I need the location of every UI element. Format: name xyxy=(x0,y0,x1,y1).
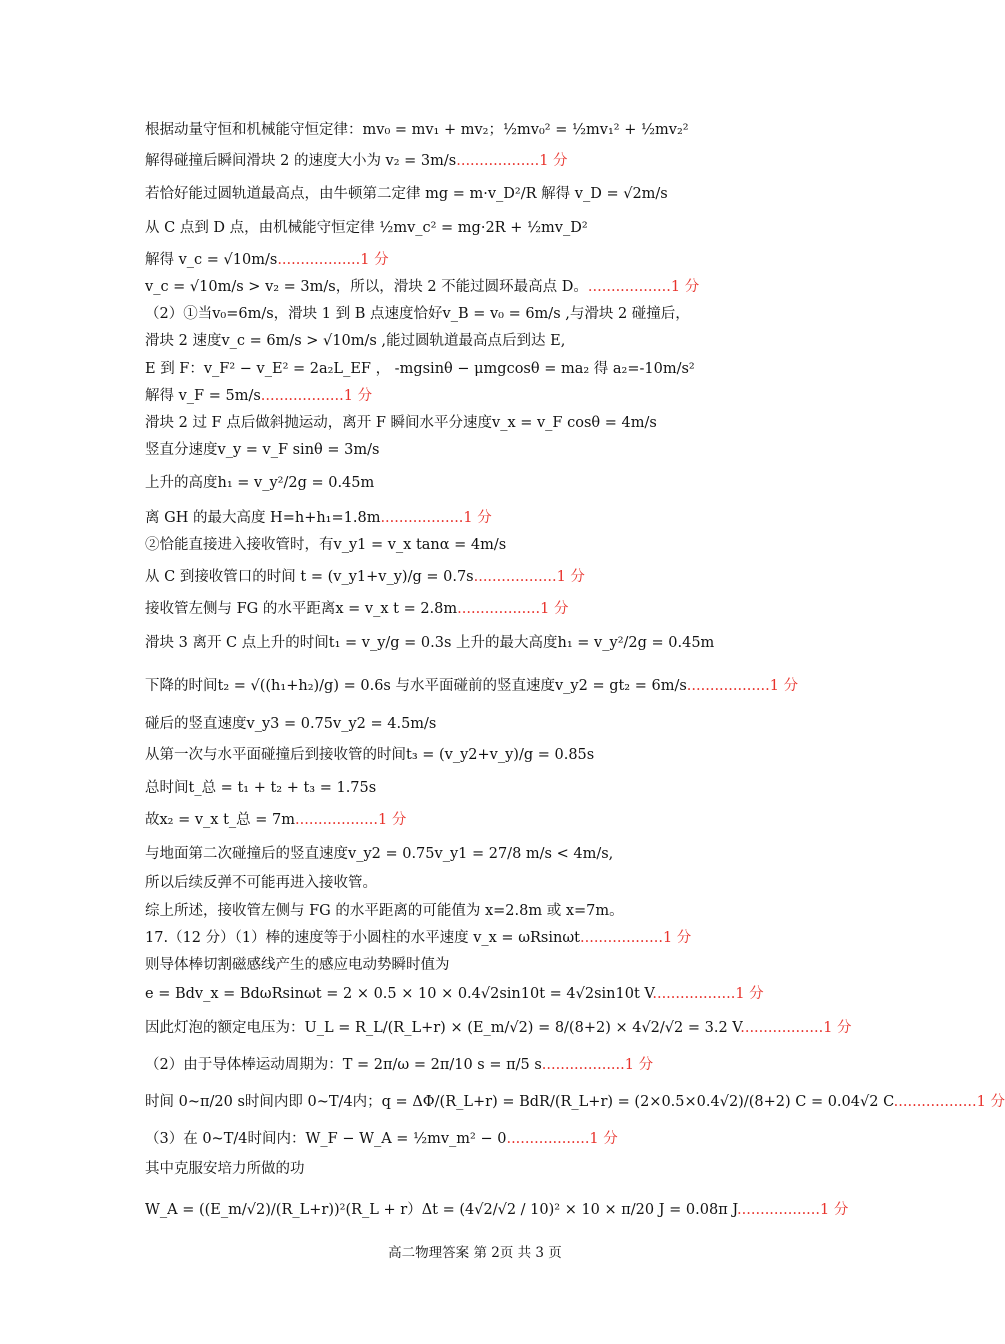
solution-line: 从 C 到接收管口的时间 t = (v_y1+v_y)/g = 0.7s..................1 分 xyxy=(145,569,585,585)
score-mark: ..................1 分 xyxy=(686,678,799,694)
solution-line: 故x₂ = v_x t_总 = 7m..................1 分 xyxy=(145,812,407,828)
score-mark: ..................1 分 xyxy=(737,1202,849,1218)
solution-line: 滑块 2 过 F 点后做斜抛运动，离开 F 瞬间水平分速度v_x = v_F cosθ = 4m/s xyxy=(145,415,657,431)
solution-line: 与地面第二次碰撞后的竖直速度v_y2 = 0.75v_y1 = 27/8 m/s < 4m/s, xyxy=(145,846,614,862)
score-mark: ..................1 分 xyxy=(740,1020,852,1036)
score-mark: ..................1 分 xyxy=(295,812,407,828)
solution-line: 离 GH 的最大高度 H=h+h₁=1.8m..................1 分 xyxy=(145,510,492,526)
solution-line: 碰后的竖直速度v_y3 = 0.75v_y2 = 4.5m/s xyxy=(145,716,437,732)
solution-line: （3）在 0~T/4时间内：W_F − W_A = ½mv_m² − 0..................1 分 xyxy=(145,1131,618,1147)
solution-line: 所以后续反弹不可能再进入接收管。 xyxy=(145,875,377,891)
score-mark: ..................1 分 xyxy=(380,510,492,526)
score-mark: ..................1 分 xyxy=(541,1057,654,1073)
score-mark: ..................1 分 xyxy=(456,153,568,169)
solution-line: （2）由于导体棒运动周期为：T = 2π/ω = 2π/10 s = π/5 s..................1 分 xyxy=(145,1057,654,1073)
solution-line: ②恰能直接进入接收管时，有v_y1 = v_x tanα = 4m/s xyxy=(145,537,507,553)
score-mark: ..................1 分 xyxy=(580,930,692,946)
score-mark: ..................1 分 xyxy=(473,569,585,585)
solution-line: 时间 0~π/20 s时间内即 0~T/4内；q = ΔΦ/(R_L+r) = BdR/(R_L+r) = (2×0.5×0.4√2)/(8+2) C = 0.04√2 C..................1 分 xyxy=(145,1094,1005,1110)
score-mark: ..................1 分 xyxy=(457,601,569,617)
solution-line: 竖直分速度v_y = v_F sinθ = 3m/s xyxy=(145,442,380,458)
solution-line: 下降的时间t₂ = √((h₁+h₂)/g) = 0.6s 与水平面碰前的竖直速度v_y2 = gt₂ = 6m/s..................1 分 xyxy=(145,678,799,694)
score-mark: ..................1 分 xyxy=(893,1094,1005,1110)
solution-line: v_c = √10m/s > v₂ = 3m/s，所以，滑块 2 不能过圆环最高点 D。..................1 分 xyxy=(145,279,700,295)
solution-line: 解得 v_F = 5m/s..................1 分 xyxy=(145,388,373,404)
solution-line: 总时间t_总 = t₁ + t₂ + t₃ = 1.75s xyxy=(145,780,377,796)
solution-line: W_A = ((E_m/√2)/(R_L+r))²(R_L + r）Δt = (4√2/√2 / 10)² × 10 × π/20 J = 0.08π J..................1 分 xyxy=(145,1202,849,1218)
solution-line: 滑块 2 速度v_c = 6m/s > √10m/s ,能过圆轨道最高点后到达 E, xyxy=(145,333,566,349)
score-mark: ..................1 分 xyxy=(277,252,389,268)
solution-line: 接收管左侧与 FG 的水平距离x = v_x t = 2.8m..................1 分 xyxy=(145,601,569,617)
solution-line: 若恰好能过圆轨道最高点，由牛顿第二定律 mg = m·v_D²/R 解得 v_D = √2m/s xyxy=(145,186,668,202)
solution-line: 从 C 点到 D 点，由机械能守恒定律 ½mv_c² = mg·2R + ½mv_D² xyxy=(145,220,588,236)
solution-line: 17.（12 分）（1）棒的速度等于小圆柱的水平速度 v_x = ωRsinωt..................1 分 xyxy=(145,930,692,946)
solution-line: 则导体棒切割磁感线产生的感应电动势瞬时值为 xyxy=(145,957,450,973)
solution-line: 根据动量守恒和机械能守恒定律：mv₀ = mv₁ + mv₂；½mv₀² = ½mv₁² + ½mv₂² xyxy=(145,122,689,138)
solution-line: E 到 F：v_F² − v_E² = 2a₂L_EF ， -mgsinθ − μmgcosθ = ma₂ 得 a₂=-10m/s² xyxy=(145,361,695,377)
solution-line: 因此灯泡的额定电压为：U_L = R_L/(R_L+r) × (E_m/√2) = 8/(8+2) × 4√2/√2 = 3.2 V..................1 分 xyxy=(145,1020,852,1036)
solution-line: 从第一次与水平面碰撞后到接收管的时间t₃ = (v_y2+v_y)/g = 0.85s xyxy=(145,747,595,763)
solution-line: 解得 v_c = √10m/s..................1 分 xyxy=(145,252,389,268)
solution-line: 解得碰撞后瞬间滑块 2 的速度大小为 v₂ = 3m/s..................1 分 xyxy=(145,153,568,169)
score-mark: ..................1 分 xyxy=(506,1131,618,1147)
solution-line: 滑块 3 离开 C 点上升的时间t₁ = v_y/g = 0.3s 上升的最大高度h₁ = v_y²/2g = 0.45m xyxy=(145,635,715,651)
score-mark: ..................1 分 xyxy=(587,279,700,295)
solution-line: 上升的高度h₁ = v_y²/2g = 0.45m xyxy=(145,475,375,491)
solution-line: （2）①当v₀=6m/s，滑块 1 到 B 点速度恰好v_B = v₀ = 6m/s ,与滑块 2 碰撞后， xyxy=(145,306,690,322)
solution-line: 综上所述，接收管左侧与 FG 的水平距离的可能值为 x=2.8m 或 x=7m。 xyxy=(145,903,624,919)
page-footer: 高二物理答案 第 2页 共 3 页 xyxy=(388,1245,562,1261)
solution-line: 其中克服安培力所做的功 xyxy=(145,1161,305,1177)
score-mark: ..................1 分 xyxy=(260,388,373,404)
solution-line: e = Bdv_x = BdωRsinωt = 2 × 0.5 × 10 × 0.4√2sin10t = 4√2sin10t V..................1 分 xyxy=(145,986,764,1002)
score-mark: ..................1 分 xyxy=(652,986,764,1002)
